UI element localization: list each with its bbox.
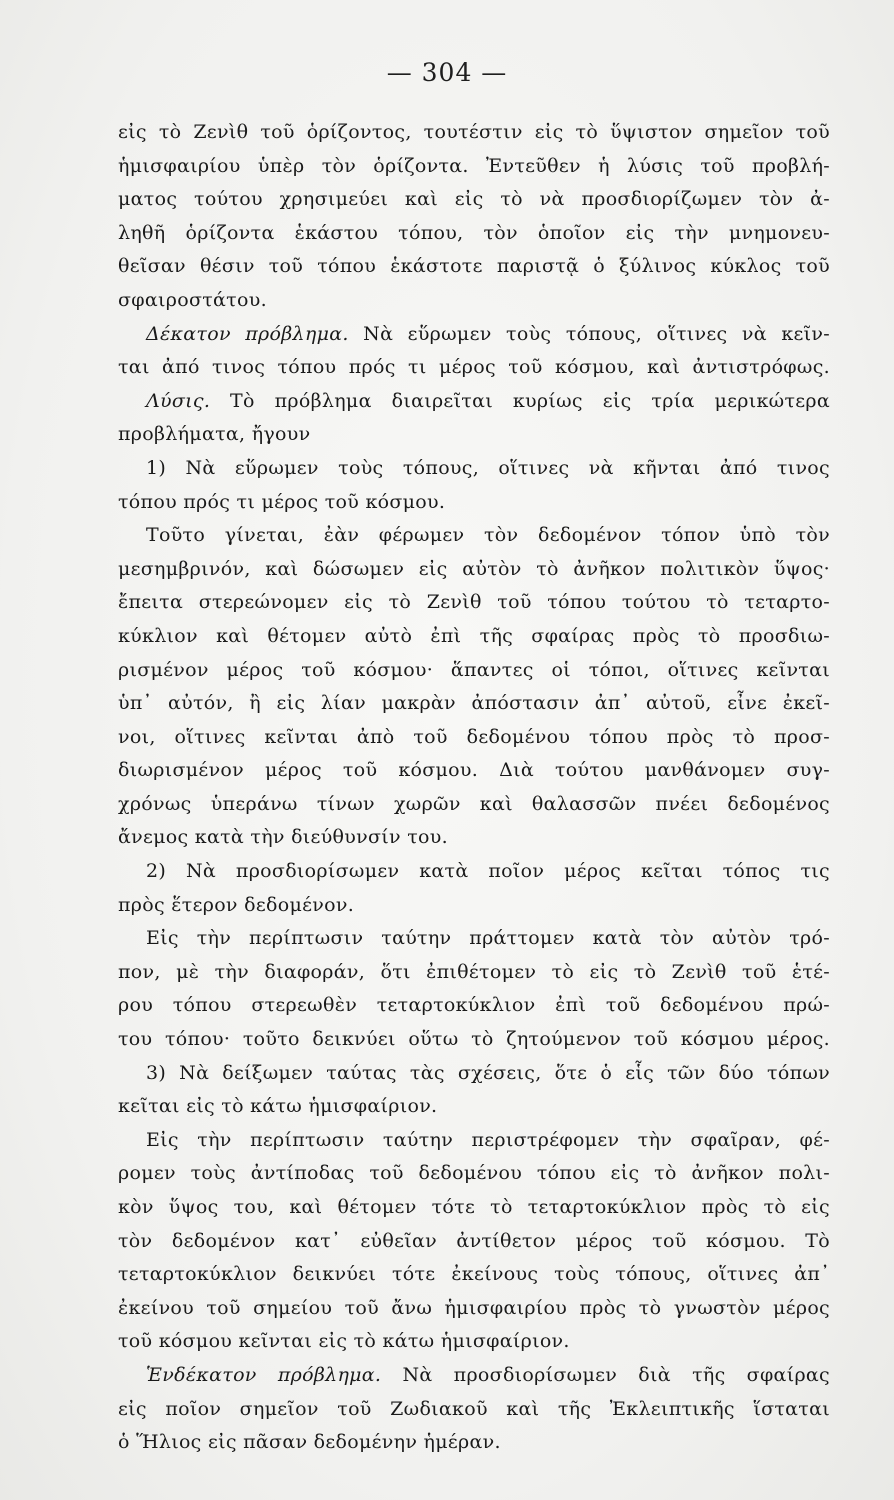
- text-line: 1) Νὰ εὕρωμεν τοὺς τόπους, οἵτινες νὰ κῆνται ἀπό τινος: [146, 456, 830, 479]
- text-line: διωρισμένον μέρος τοῦ κόσμου. Διὰ τούτου μανθάνομεν συγ-: [118, 759, 830, 782]
- text-line: ται ἀπό τινος τόπου πρός τι μέρος τοῦ κόσμου, καὶ ἀντιστρόφως.: [118, 356, 830, 379]
- text-line: ρομεν τοὺς ἀντίποδας τοῦ δεδομένου τόπου εἰς τὸ ἀνῆκον πολι-: [118, 1162, 830, 1185]
- text-line: ρου τόπου στερεωθὲν τεταρτοκύκλιον ἐπὶ τοῦ δεδομένου πρώ-: [118, 994, 830, 1017]
- text-line: του τόπου· τοῦτο δεικνύει οὕτω τὸ ζητούμενον τοῦ κόσμου μέρος.: [118, 1028, 830, 1051]
- italic-heading: Ἑνδέκατον πρόβλημα.: [146, 1363, 382, 1386]
- text-line: Εἰς τὴν περίπτωσιν ταύτην περιστρέφομεν τὴν σφαῖραν, φέ-: [146, 1128, 830, 1151]
- text-line: πρὸς ἕτερον δεδομένον.: [118, 893, 355, 916]
- text-line: ματος τούτου χρησιμεύει καὶ εἰς τὸ νὰ προσδιορίζωμεν τὸν ἀ-: [118, 188, 830, 211]
- text-line: νοι, οἵτινες κεῖνται ἀπὸ τοῦ δεδομένου τόπου πρὸς τὸ προσ-: [118, 725, 830, 748]
- italic-heading: Λύσις.: [146, 389, 211, 412]
- text-line: εἰς ποῖον σημεῖον τοῦ Ζωδιακοῦ καὶ τῆς Ἐκλειπτικῆς ἵσταται: [118, 1397, 830, 1420]
- text-line: κεῖται εἰς τὸ κάτω ἡμισφαίριον.: [118, 1095, 438, 1118]
- text-line: ὑπ᾿ αὐτόν, ἢ εἰς λίαν μακρὰν ἀπόστασιν ἀπ᾿ αὐτοῦ, εἶνε ἐκεῖ-: [118, 692, 830, 715]
- text-line: 2) Νὰ προσδιορίσωμεν κατὰ ποῖον μέρος κεῖται τόπος τις: [146, 860, 830, 883]
- body-text: [118, 116, 830, 1460]
- page-number: — 304 —: [386, 58, 508, 87]
- text-line: Τοῦτο γίνεται, ἐὰν φέρωμεν τὸν δεδομένον τόπον ὑπὸ τὸν: [146, 524, 830, 547]
- text-line: εἰς τὸ Ζενὶθ τοῦ ὁρίζοντος, τουτέστιν εἰς τὸ ὕψιστον σημεῖον τοῦ: [118, 121, 830, 143]
- text-line: Ἑνδέκατον πρόβλημα. Νὰ προσδιορίσωμεν διὰ τῆς σφαίρας: [146, 1363, 830, 1386]
- text-line: τεταρτοκύκλιον δεικνύει τότε ἐκείνους τοὺς τόπους, οἵτινες ἀπ᾿: [118, 1263, 830, 1286]
- text-line: Δέκατον πρόβλημα. Νὰ εὕρωμεν τοὺς τόπους, οἵτινες νὰ κεῖν-: [146, 322, 830, 345]
- text-line: τὸν δεδομένον κατ᾿ εὐθεῖαν ἀντίθετον μέρος τοῦ κόσμου. Τὸ: [118, 1229, 830, 1252]
- text-line: χρόνως ὑπεράνω τίνων χωρῶν καὶ θαλασσῶν πνέει δεδομένος: [118, 792, 830, 815]
- text-line: Εἰς τὴν περίπτωσιν ταύτην πράττομεν κατὰ τὸν αὐτὸν τρό-: [146, 927, 830, 950]
- text-line: σφαιροστάτου.: [118, 288, 267, 311]
- text-line: 3) Νὰ δείξωμεν ταύτας τὰς σχέσεις, ὅτε ὁ εἷς τῶν δύο τόπων: [146, 1061, 830, 1084]
- text-line: ἡμισφαιρίου ὑπὲρ τὸν ὁρίζοντα. Ἐντεῦθεν ἡ λύσις τοῦ προβλή-: [118, 154, 830, 177]
- text-line: Λύσις. Τὸ πρόβλημα διαιρεῖται κυρίως εἰς τρία μερικώτερα: [146, 389, 830, 412]
- text-line: πον, μὲ τὴν διαφοράν, ὅτι ἐπιθέτομεν τὸ εἰς τὸ Ζενὶθ τοῦ ἑτέ-: [118, 960, 830, 983]
- text-line: ρισμένον μέρος τοῦ κόσμου· ἅπαντες οἱ τόποι, οἵτινες κεῖνται: [118, 658, 830, 681]
- text-line: ἐκείνου τοῦ σημείου τοῦ ἄνω ἡμισφαιρίου πρὸς τὸ γνωστὸν μέρος: [118, 1296, 830, 1319]
- text-line: μεσημβρινόν, καὶ δώσωμεν εἰς αὐτὸν τὸ ἀνῆκον πολιτικὸν ὕψος·: [118, 557, 830, 580]
- text-line: ἄνεμος κατὰ τὴν διεύθυνσίν του.: [118, 826, 448, 849]
- text-line: ὁ Ἥλιος εἰς πᾶσαν δεδομένην ἡμέραν.: [118, 1431, 501, 1454]
- text-line: κὸν ὕψος του, καὶ θέτομεν τότε τὸ τεταρτοκύκλιον πρὸς τὸ εἰς: [118, 1196, 830, 1218]
- text-line: κύκλιον καὶ θέτομεν αὐτὸ ἐπὶ τῆς σφαίρας πρὸς τὸ προσδιω-: [118, 624, 830, 647]
- italic-heading: Δέκατον πρόβλημα.: [146, 322, 349, 345]
- text-line: προβλήματα, ἤγουν: [118, 423, 311, 446]
- text-line: τόπου πρός τι μέρος τοῦ κόσμου.: [118, 490, 446, 513]
- text-line: ληθῆ ὁρίζοντα ἑκάστου τόπου, τὸν ὁποῖον εἰς τὴν μνημονευ-: [118, 221, 830, 244]
- text-line: τοῦ κόσμου κεῖνται εἰς τὸ κάτω ἡμισφαίριον.: [118, 1330, 570, 1353]
- text-line: θεῖσαν θέσιν τοῦ τόπου ἑκάστοτε παριστᾷ ὁ ξύλινος κύκλος τοῦ: [118, 255, 830, 278]
- text-line: ἔπειτα στερεώνομεν εἰς τὸ Ζενὶθ τοῦ τόπου τούτου τὸ τεταρτο-: [118, 591, 830, 614]
